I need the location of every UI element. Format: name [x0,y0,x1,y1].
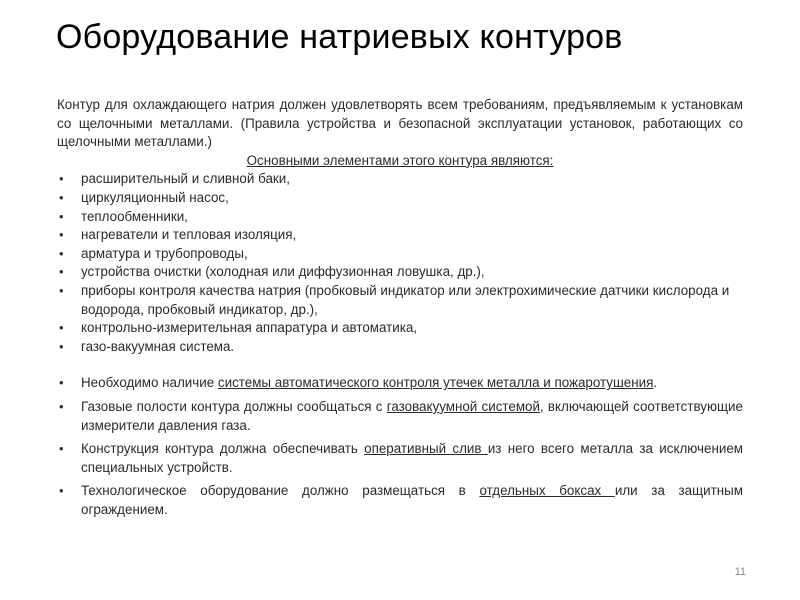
requirements-list [57,374,743,519]
intro-paragraph: Контур для охлаждающего натрия должен удовлетворять всем требованиям, предъявляемым к установкам со щелочными металлами. (Правила устройства и безопасной эксплуатации установок, работающих со щелочными металлами.) [57,97,743,150]
slide-content [57,96,743,524]
elements-subheading: Основными элементами этого контура являются: [246,152,554,168]
list-item: • теплообменники, [57,208,743,227]
elements-list [57,170,743,356]
requirement-text: включающей соответствующие измерители давления газа. [81,398,743,433]
requirement-text: Технологическое оборудование должно размещаться в [81,483,480,499]
requirement-text: Необходимо наличие [81,375,218,391]
requirement-text: Газовые полости контура должны сообщаться с [81,398,387,414]
requirement-link-text: оперативный слив [364,441,488,457]
list-item: • контрольно-измерительная аппаратура и автоматика, [57,319,743,338]
requirement-link-text: газовакуумной системой, [386,398,544,414]
list-item: • газо-вакуумная система. [57,338,743,357]
list-item: • арматура и трубопроводы, [57,245,743,264]
slide-title: Оборудование натриевых контуров [56,18,623,56]
requirement-item [57,482,743,519]
requirement-link-text: отдельных боксах [479,483,615,499]
requirement-item [57,374,743,393]
page-number: 11 [734,566,746,578]
list-item: • устройства очистки (холодная или диффузионная ловушка, др.), [57,263,743,282]
requirement-link-text: системы автоматического контроля утечек металла и [217,375,555,391]
requirement-item [57,398,743,435]
list-item: • расширительный и сливной баки, [57,170,743,189]
requirement-item [57,440,743,477]
list-item: • приборы контроля качества натрия (пробковый индикатор или электрохимические датчики кислорода и водорода, пробковый индикатор, др.), [57,282,743,319]
requirement-link-text: пожаротушения [554,375,654,391]
requirement-text: . [653,375,658,391]
requirement-text: или за защитным ограждением. [81,483,743,517]
list-item: • циркуляционный насос, [57,189,743,208]
list-item: • нагреватели и тепловая изоляция, [57,226,743,245]
requirement-text: из него всего металла за исключением специальных устройств. [81,441,743,475]
requirement-text: Конструкция контура должна обеспечивать [81,441,365,457]
